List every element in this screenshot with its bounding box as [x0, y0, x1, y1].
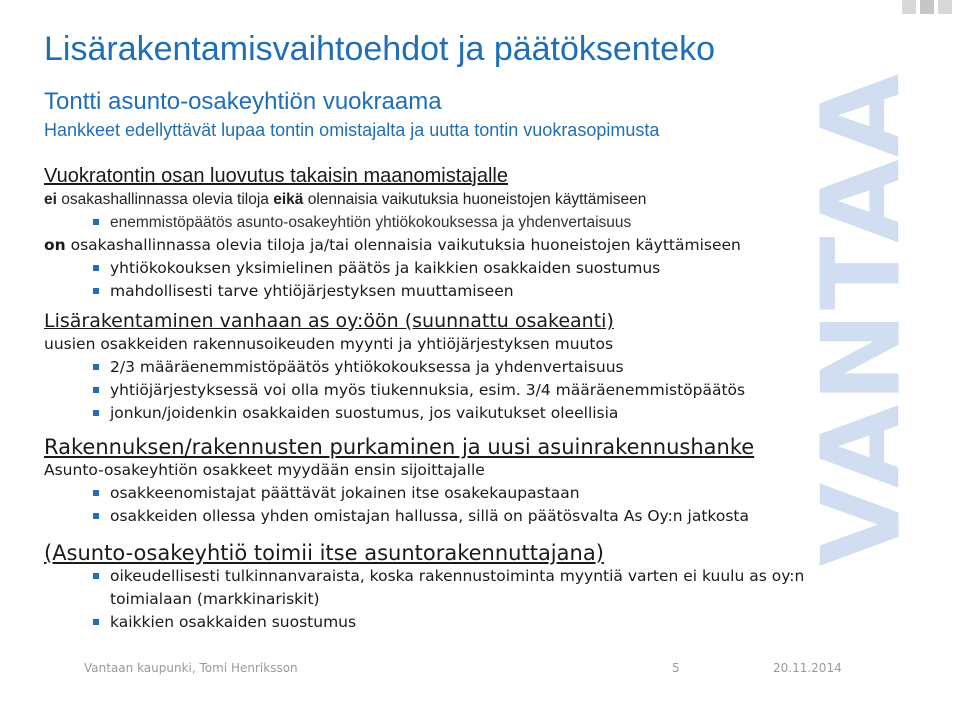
bullet-list — [44, 211, 864, 234]
footer-author: Vantaan kaupunki, Tomi Henriksson — [84, 661, 298, 675]
bullet-list — [44, 482, 864, 528]
list-item: yhtiökokouksen yksimielinen päätös ja kaikkien osakkaiden suostumus — [44, 257, 864, 280]
list-item: osakkeenomistajat päättävät jokainen itse osakekaupastaan — [44, 482, 864, 505]
bullet-list — [44, 565, 864, 634]
vantaa-logo: VANTAA — [799, 71, 925, 567]
list-item: oikeudellisesti tulkinnanvaraista, koska rakennustoiminta myyntiä varten ei kuulu as oy:n toimialaan (markkinariskit) — [44, 565, 864, 611]
section-heading: Lisärakentaminen vanhaan as oy:öön (suunnattu osakeanti) — [44, 310, 614, 332]
footer-page-number: 5 — [672, 661, 680, 675]
section-line — [44, 234, 864, 257]
footer-date: 20.11.2014 — [773, 661, 842, 675]
section-demolition — [44, 435, 864, 528]
corner-decoration — [902, 0, 952, 14]
line-text: olennaisia vaikutuksia huoneistojen käyttämiseen — [303, 191, 647, 208]
keyword-eika: eikä — [273, 191, 304, 208]
keyword-ei: ei — [44, 191, 57, 208]
list-item: 2/3 määräenemmistöpäätös yhtiökokouksessa ja yhdenvertaisuus — [44, 356, 864, 379]
list-item: osakkeiden ollessa yhden omistajan hallussa, sillä on päätösvalta As Oy:n jatkosta — [44, 505, 864, 528]
section-self-developer — [44, 541, 864, 634]
section-heading: (Asunto-osakeyhtiö toimii itse asuntorakennuttajana) — [44, 541, 604, 565]
list-item: kaikkien osakkaiden suostumus — [44, 611, 864, 634]
keyword-on: on — [44, 236, 66, 254]
section-heading: Vuokratontin osan luovutus takaisin maanomistajalle — [44, 165, 508, 187]
corner-square — [938, 0, 952, 14]
bullet-list — [44, 356, 864, 425]
section-land-return — [44, 164, 864, 303]
section-additional-building — [44, 309, 864, 425]
list-item: yhtiöjärjestyksessä voi olla myös tiukennuksia, esim. 3/4 määräenemmistöpäätös — [44, 379, 864, 402]
section-heading: Rakennuksen/rakennusten purkaminen ja uusi asuinrakennushanke — [44, 435, 755, 459]
subtitle-note: Hankkeet edellyttävät lupaa tontin omistajalta ja uutta tontin vuokrasopimusta — [44, 120, 660, 140]
subtitle: Tontti asunto-osakeyhtiön vuokraama — [44, 88, 442, 115]
line-text: osakashallinnassa olevia tiloja ja/tai olennaisia vaikutuksia huoneistojen käyttämiseen — [65, 236, 741, 254]
section-intro: Asunto-osakeyhtiön osakkeet myydään ensin sijoittajalle — [44, 461, 485, 479]
line-text: osakashallinnassa olevia tiloja — [56, 191, 274, 208]
bullet-list — [44, 257, 864, 303]
page-title: Lisärakentamisvaihtoehdot ja päätöksenteko — [44, 30, 715, 68]
corner-square — [902, 0, 916, 14]
list-item: enemmistöpäätös asunto-osakeyhtiön yhtiökokouksessa ja yhdenvertaisuus — [44, 211, 864, 234]
section-intro: uusien osakkeiden rakennusoikeuden myynti ja yhtiöjärjestyksen muutos — [44, 335, 614, 353]
list-item: mahdollisesti tarve yhtiöjärjestyksen muuttamiseen — [44, 280, 864, 303]
corner-square — [920, 0, 934, 14]
list-item: jonkun/joidenkin osakkaiden suostumus, jos vaikutukset oleellisia — [44, 402, 864, 425]
section-line — [44, 188, 864, 211]
